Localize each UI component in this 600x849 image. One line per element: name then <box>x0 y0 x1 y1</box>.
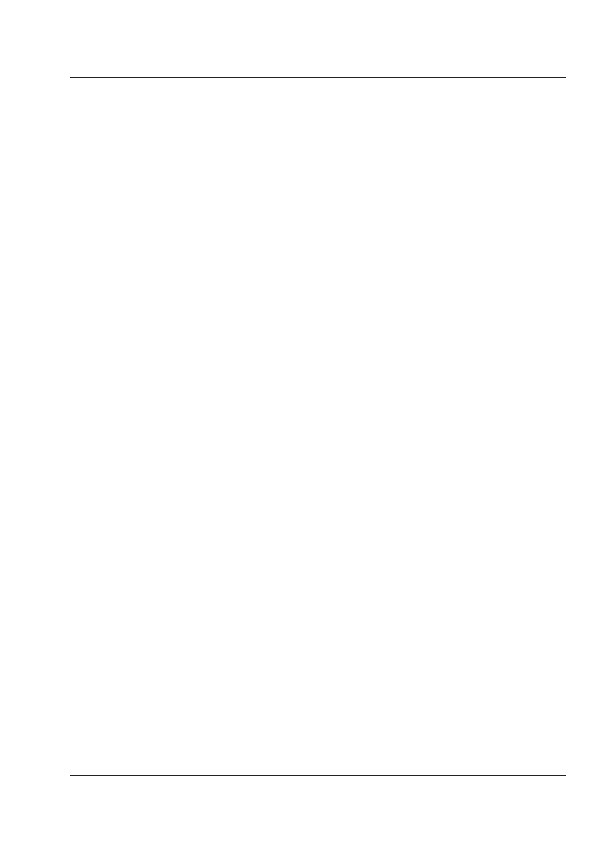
section-heading <box>70 508 566 522</box>
page-footer <box>70 780 566 794</box>
page-header <box>70 57 566 75</box>
footer-rule <box>70 775 566 776</box>
header-rule <box>70 77 566 78</box>
